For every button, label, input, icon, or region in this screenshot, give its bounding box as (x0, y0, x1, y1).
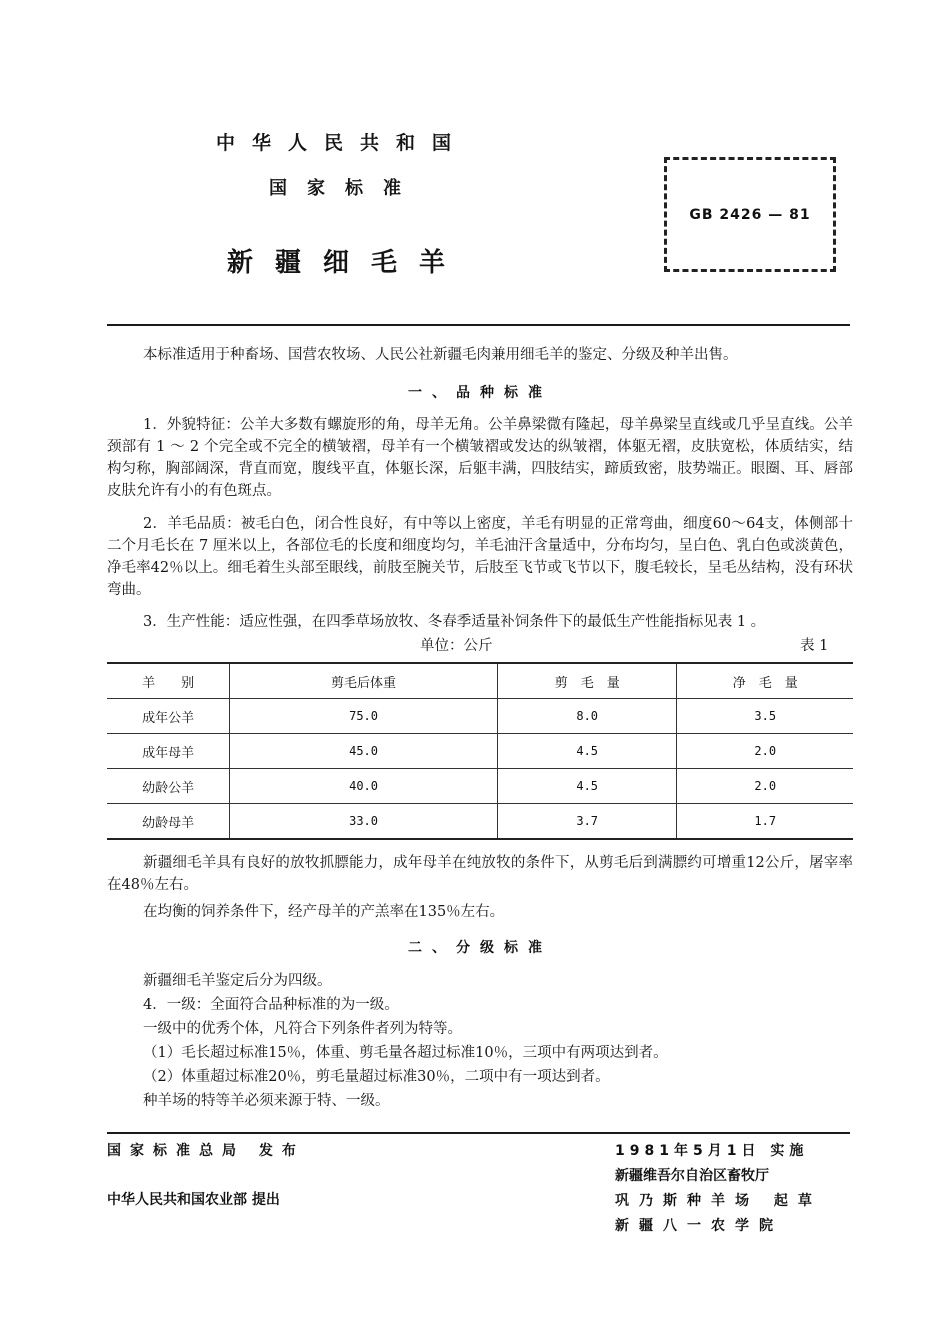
breeding-farm-note: 种羊场的特等羊必须来源于特、一级。 (143, 1093, 390, 1109)
footer-rule (107, 1132, 850, 1134)
document-title: 新疆细毛羊 (226, 248, 467, 278)
national-standard-label: 国家标准 (269, 178, 421, 199)
col-header-wool-yield: 剪 毛 量 (497, 663, 677, 699)
section1-heading: 一、品种标准 (408, 385, 552, 401)
special-condition-2: （2）体重超过标准20％，剪毛量超过标准30％，二项中有一项达到者。 (143, 1069, 610, 1085)
grazing-paragraph: 新疆细毛羊具有良好的放牧抓膘能力，成年母羊在纯放牧的条件下，从剪毛后到满膘约可增重12公斤，屠宰率在48％左右。 (107, 855, 853, 893)
drafter-3: 新疆八一农学院 (615, 1218, 783, 1234)
col-header-clean-wool: 净 毛 量 (677, 663, 853, 699)
grade-one: 4．一级：全面符合品种标准的为一级。 (143, 997, 399, 1013)
table-row (107, 734, 853, 769)
body-weight-cell: 45.0 (230, 734, 498, 769)
table-row (107, 804, 853, 840)
table-row (107, 769, 853, 804)
body-weight-cell: 33.0 (230, 804, 498, 840)
effective-date: 1981年5月1日 实施 (615, 1143, 809, 1159)
clean-wool-cell: 3.5 (677, 699, 853, 734)
issuing-authority: 国家标准总局 发布 (107, 1143, 305, 1159)
table-label: 表 1 (800, 638, 829, 654)
body-weight-cell: 75.0 (230, 699, 498, 734)
production-table (107, 662, 853, 840)
clean-wool-cell: 2.0 (677, 734, 853, 769)
section1-item1: 1．外貌特征：公羊大多数有螺旋形的角，母羊无角。公羊鼻梁微有隆起，母羊鼻梁呈直线或几乎呈直线。公羊颈部有 1 ～ 2 个完全或不完全的横皱褶，母羊有一个横皱褶或发达的纵皱褶，体躯无褶，皮肤宽松，体质结实，结构匀称，胸部阔深，背直而宽，腹线平直，体躯长深，后躯丰满，四肢结实，蹄质致密，肢势端正。眼圈、耳、唇部皮肤允许有小的有色斑点。 (107, 417, 853, 499)
clean-wool-cell: 1.7 (677, 804, 853, 840)
country-name: 中华人民共和国 (215, 132, 468, 154)
col-header-sheep-type: 羊 别 (142, 675, 195, 691)
body-weight-cell: 40.0 (230, 769, 498, 804)
sheep-type-cell: 成年母羊 (142, 745, 195, 761)
special-condition-1: （1）毛长超过标准15％，体重、剪毛量各超过标准10％，三项中有两项达到者。 (143, 1045, 668, 1061)
section2-heading: 二、分级标准 (408, 940, 552, 956)
sheep-type-cell: 成年公羊 (142, 710, 195, 726)
standard-code: GB 2426 — 81 (689, 206, 811, 223)
header-rule (107, 324, 850, 326)
special-grade-intro: 一级中的优秀个体，凡符合下列条件者列为特等。 (143, 1021, 462, 1037)
wool-yield-cell: 3.7 (497, 804, 677, 840)
lambing-paragraph: 在均衡的饲养条件下，经产母羊的产羔率在135％左右。 (143, 904, 505, 920)
table-unit: 单位：公斤 (420, 638, 493, 654)
table-row (107, 699, 853, 734)
drafter-2: 巩乃斯种羊场 起草 (615, 1193, 822, 1209)
wool-yield-cell: 8.0 (497, 699, 677, 734)
col-header-body-weight: 剪毛后体重 (230, 663, 498, 699)
drafter-1: 新疆维吾尔自治区畜牧厅 (615, 1168, 769, 1184)
wool-yield-cell: 4.5 (497, 769, 677, 804)
grade-intro: 新疆细毛羊鉴定后分为四级。 (143, 973, 332, 989)
table-header-row (107, 663, 853, 699)
section1-item2: 2．羊毛品质：被毛白色，闭合性良好，有中等以上密度，羊毛有明显的正常弯曲，细度60～64支，体侧部十二个月毛长在 7 厘米以上，各部位毛的长度和细度均匀，羊毛油汗含量适中，分布均匀，呈白色、乳白色或淡黄色，净毛率42％以上。细毛着生头部至眼线，前肢至腕关节，后肢至飞节或飞节以下，腹毛较长，呈毛丛结构，没有环状弯曲。 (107, 516, 853, 598)
intro-paragraph: 本标准适用于种畜场、国营农牧场、人民公社新疆毛肉兼用细毛羊的鉴定、分级及种羊出售。 (143, 347, 738, 363)
section1-item3: 3．生产性能：适应性强，在四季草场放牧、冬春季适量补饲条件下的最低生产性能指标见表 1 。 (143, 614, 766, 630)
proposing-authority: 中华人民共和国农业部 提出 (107, 1192, 280, 1208)
standard-code-box (664, 157, 836, 272)
wool-yield-cell: 4.5 (497, 734, 677, 769)
clean-wool-cell: 2.0 (677, 769, 853, 804)
sheep-type-cell: 幼龄母羊 (142, 815, 195, 831)
sheep-type-cell: 幼龄公羊 (142, 780, 195, 796)
